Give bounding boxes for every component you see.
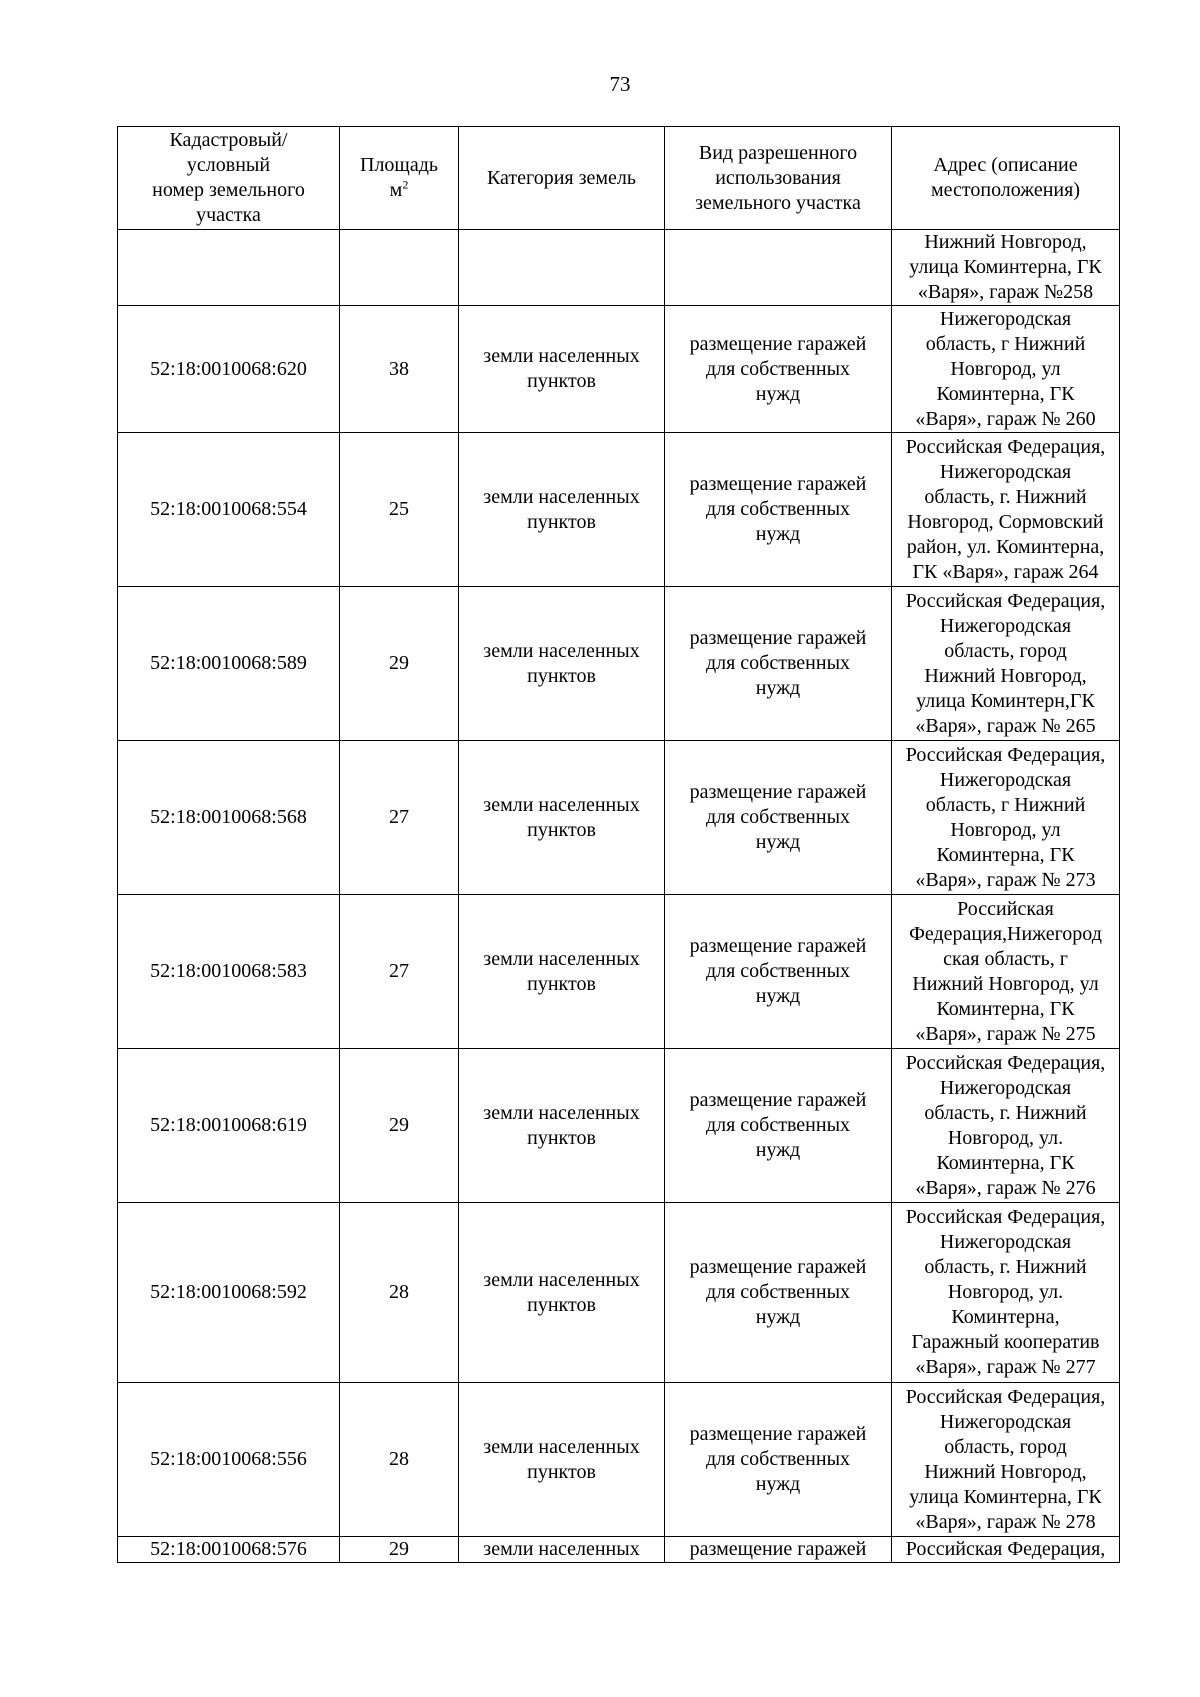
cell-address: Российская Федерация, Нижегородская область, г Нижний Новгород, ул Коминтерна, ГК «Варя», гараж № 273 — [892, 741, 1120, 895]
cell-address: Российская Федерация,Нижегород ская область, г Нижний Новгород, ул Коминтерна, ГК «Варя», гараж № 275 — [892, 895, 1120, 1049]
table-row — [118, 306, 1120, 433]
cell-address: Нижегородская область, г Нижний Новгород, ул Коминтерна, ГК «Варя», гараж № 260 — [892, 306, 1120, 433]
table-row — [118, 1383, 1120, 1537]
header-land-category: Категория земель — [459, 127, 665, 230]
cell-address: Российская Федерация, Нижегородская область, город Нижний Новгород, улица Коминтерна, ГК «Варя», гараж № 278 — [892, 1383, 1120, 1537]
land-plots-table — [117, 126, 1120, 1563]
cell-cadastral-number: 52:18:0010068:619 — [118, 1049, 340, 1203]
cell-land-category — [459, 230, 665, 306]
cell-permitted-use: размещение гаражей для собственных нужд — [665, 895, 892, 1049]
cell-area — [340, 230, 459, 306]
cell-land-category: земли населенных пунктов — [459, 741, 665, 895]
cell-area: 29 — [340, 1049, 459, 1203]
cell-land-category: земли населенных — [459, 1537, 665, 1563]
cell-address: Нижний Новгород, улица Коминтерна, ГК «Варя», гараж №258 — [892, 230, 1120, 306]
cell-cadastral-number: 52:18:0010068:568 — [118, 741, 340, 895]
cell-cadastral-number: 52:18:0010068:589 — [118, 587, 340, 741]
cell-area: 38 — [340, 306, 459, 433]
cell-land-category: земли населенных пунктов — [459, 587, 665, 741]
cell-permitted-use: размещение гаражей для собственных нужд — [665, 306, 892, 433]
cell-address: Российская Федерация, Нижегородская область, г. Нижний Новгород, Сормовский район, ул. Коминтерна, ГК «Варя», гараж 264 — [892, 433, 1120, 587]
cell-area: 29 — [340, 587, 459, 741]
cell-land-category: земли населенных пунктов — [459, 1383, 665, 1537]
cell-area: 27 — [340, 741, 459, 895]
page-number: 73 — [609, 72, 631, 96]
header-area — [340, 127, 459, 230]
cell-cadastral-number: 52:18:0010068:620 — [118, 306, 340, 433]
cell-permitted-use: размещение гаражей для собственных нужд — [665, 433, 892, 587]
table-row — [118, 895, 1120, 1049]
cell-address: Российская Федерация, Нижегородская область, город Нижний Новгород, улица Коминтерн,ГК «Варя», гараж № 265 — [892, 587, 1120, 741]
header-permitted-use: Вид разрешенного использования земельного участка — [665, 127, 892, 230]
cell-area: 25 — [340, 433, 459, 587]
table-row — [118, 741, 1120, 895]
cell-land-category: земли населенных пунктов — [459, 433, 665, 587]
cell-area: 27 — [340, 895, 459, 1049]
header-address: Адрес (описание местоположения) — [892, 127, 1120, 230]
cell-land-category: земли населенных пунктов — [459, 306, 665, 433]
cell-permitted-use: размещение гаражей — [665, 1537, 892, 1563]
cell-area: 28 — [340, 1203, 459, 1383]
cell-cadastral-number: 52:18:0010068:554 — [118, 433, 340, 587]
cell-cadastral-number: 52:18:0010068:576 — [118, 1537, 340, 1563]
cell-cadastral-number: 52:18:0010068:556 — [118, 1383, 340, 1537]
cell-area: 28 — [340, 1383, 459, 1537]
cell-permitted-use — [665, 230, 892, 306]
cell-address: Российская Федерация, Нижегородская область, г. Нижний Новгород, ул. Коминтерна, ГК «Варя», гараж № 276 — [892, 1049, 1120, 1203]
cell-permitted-use: размещение гаражей для собственных нужд — [665, 741, 892, 895]
cell-land-category: земли населенных пунктов — [459, 895, 665, 1049]
table-header — [118, 127, 1120, 230]
table-row — [118, 1203, 1120, 1383]
table-row — [118, 587, 1120, 741]
cell-permitted-use: размещение гаражей для собственных нужд — [665, 587, 892, 741]
header-area-superscript: 2 — [402, 177, 409, 192]
table-row — [118, 433, 1120, 587]
table-row — [118, 230, 1120, 306]
cell-land-category: земли населенных пунктов — [459, 1049, 665, 1203]
table-row — [118, 1049, 1120, 1203]
cell-cadastral-number: 52:18:0010068:592 — [118, 1203, 340, 1383]
cell-permitted-use: размещение гаражей для собственных нужд — [665, 1049, 892, 1203]
table-row — [118, 1537, 1120, 1563]
cell-address: Российская Федерация, — [892, 1537, 1120, 1563]
cell-permitted-use: размещение гаражей для собственных нужд — [665, 1203, 892, 1383]
header-area-label: Площадь м — [360, 154, 438, 201]
cell-permitted-use: размещение гаражей для собственных нужд — [665, 1383, 892, 1537]
cell-cadastral-number — [118, 230, 340, 306]
header-cadastral-number: Кадастровый/ условный номер земельного участка — [118, 127, 340, 230]
table-body — [118, 230, 1120, 1563]
cell-land-category: земли населенных пунктов — [459, 1203, 665, 1383]
cell-address: Российская Федерация, Нижегородская область, г. Нижний Новгород, ул. Коминтерна, Гаражный кооператив «Варя», гараж № 277 — [892, 1203, 1120, 1383]
cell-area: 29 — [340, 1537, 459, 1563]
cell-cadastral-number: 52:18:0010068:583 — [118, 895, 340, 1049]
